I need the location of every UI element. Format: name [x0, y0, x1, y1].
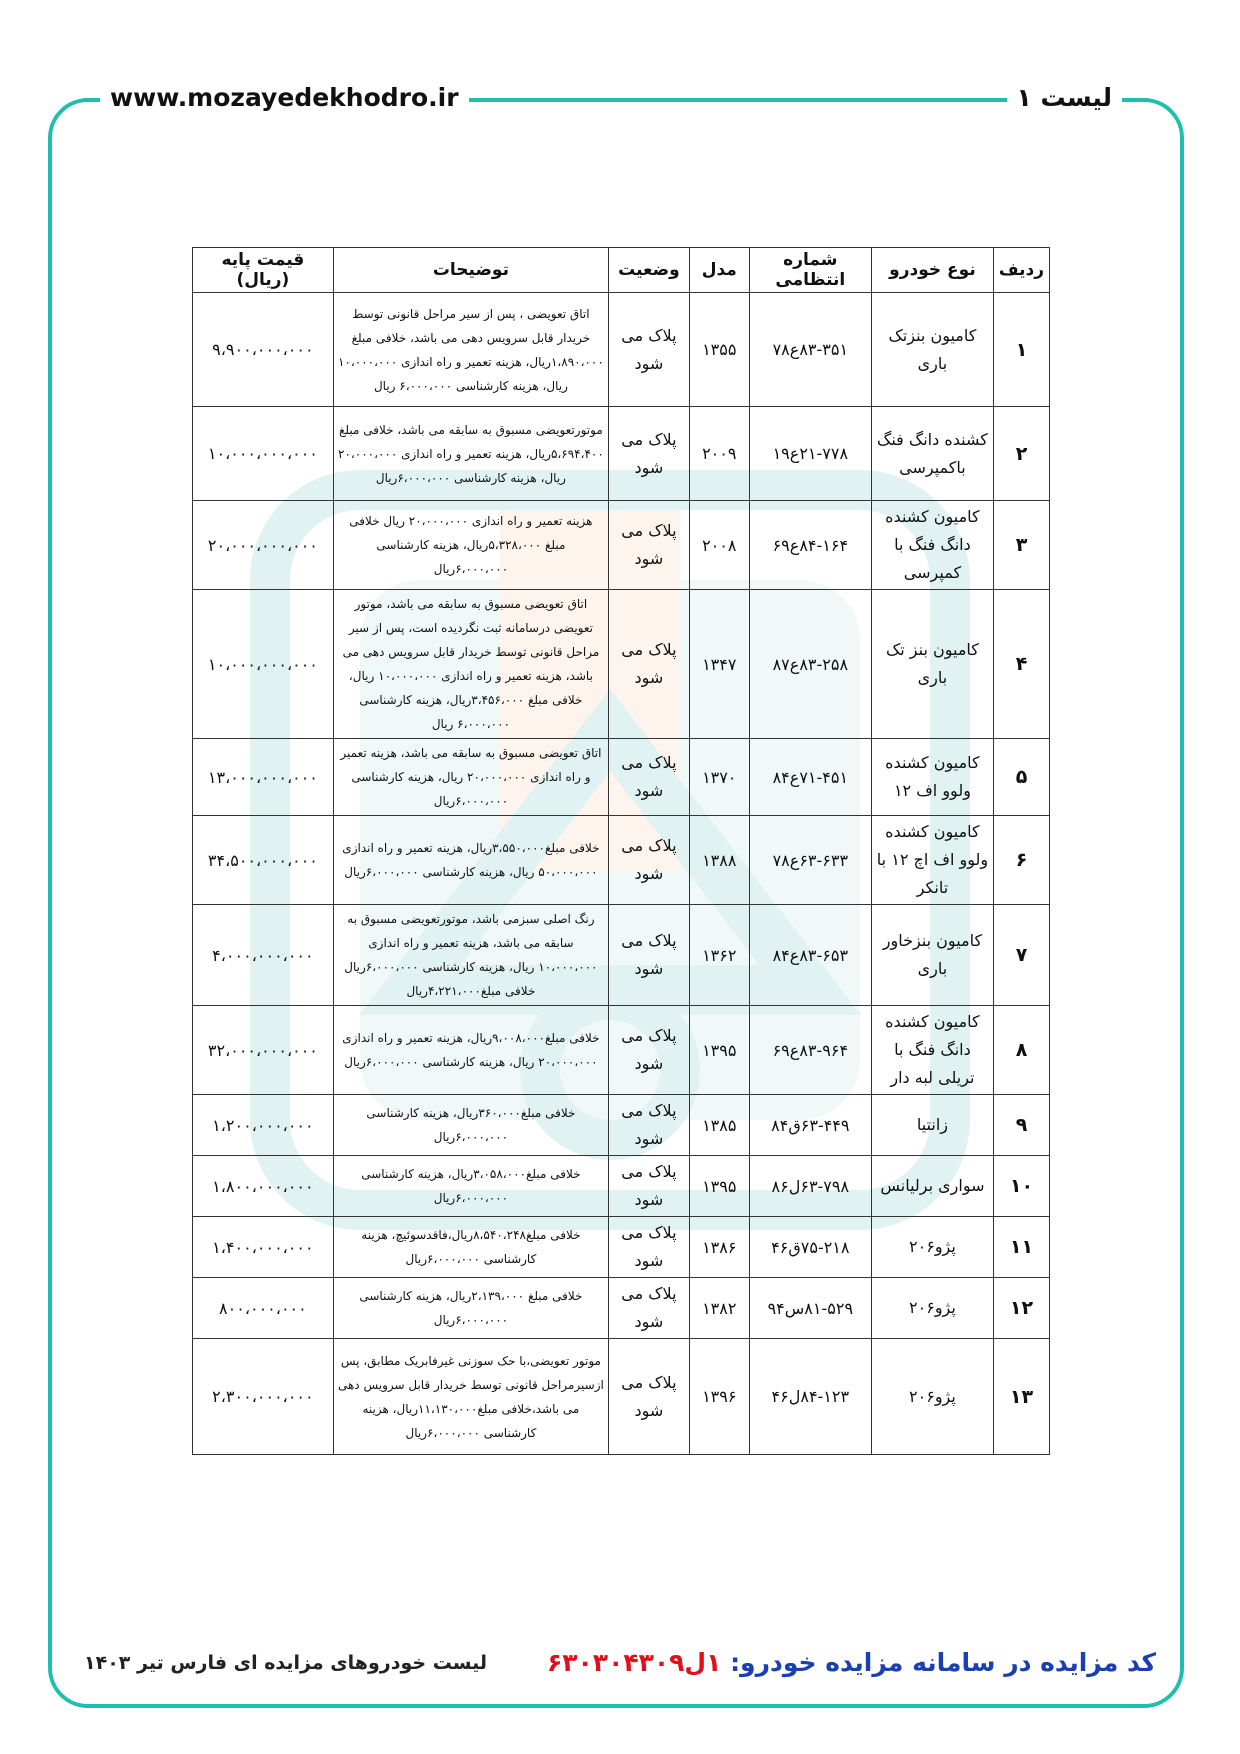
table-row — [193, 1339, 1050, 1455]
cell-price: ۹،۹۰۰،۰۰۰،۰۰۰ — [193, 293, 334, 407]
cell-plate: ۸۱-۵۲۹س۹۴ — [749, 1278, 871, 1339]
table-row — [193, 1278, 1050, 1339]
cell-model: ۱۳۸۸ — [689, 816, 749, 905]
cell-row: ۹ — [993, 1095, 1049, 1156]
cell-desc: خلافی مبلغ۹،۰۰۸،۰۰۰ریال، هزینه تعمیر و راه اندازی ۲۰،۰۰۰،۰۰۰ ریال، هزینه کارشناسی ۶،۰۰۰،۰۰۰ریال — [333, 1006, 608, 1095]
cell-price: ۱،۴۰۰،۰۰۰،۰۰۰ — [193, 1217, 334, 1278]
table-row — [193, 590, 1050, 739]
table-row — [193, 407, 1050, 501]
cell-plate: ۸۳-۶۵۳ع۸۴ — [749, 905, 871, 1006]
col-type: نوع خودرو — [871, 248, 993, 293]
footer-title: لیست خودروهای مزایده ای فارس تیر ۱۴۰۳ — [84, 1652, 488, 1674]
cell-desc: اتاق تعویضی مسبوق به سابقه می باشد، هزینه تعمیر و راه اندازی ۲۰،۰۰۰،۰۰۰ ریال، هزینه کارشناسی ۶،۰۰۰،۰۰۰ریال — [333, 739, 608, 816]
cell-row: ۱۰ — [993, 1156, 1049, 1217]
cell-type: پژو۲۰۶ — [871, 1339, 993, 1455]
cell-type: پژو۲۰۶ — [871, 1278, 993, 1339]
cell-price: ۱۰،۰۰۰،۰۰۰،۰۰۰ — [193, 407, 334, 501]
cell-status: پلاک می شود — [609, 739, 690, 816]
cell-status: پلاک می شود — [609, 1278, 690, 1339]
cell-model: ۱۳۹۶ — [689, 1339, 749, 1455]
cell-status: پلاک می شود — [609, 407, 690, 501]
cell-row: ۱۲ — [993, 1278, 1049, 1339]
cell-type: کامیون کشنده دانگ فنگ با کمپرسی — [871, 501, 993, 590]
table-row — [193, 1006, 1050, 1095]
cell-status: پلاک می شود — [609, 501, 690, 590]
site-url[interactable]: www.mozayedekhodro.ir — [100, 78, 469, 118]
cell-row: ۳ — [993, 501, 1049, 590]
cell-model: ۱۳۹۵ — [689, 1006, 749, 1095]
cell-plate: ۸۳-۳۵۱ع۷۸ — [749, 293, 871, 407]
cell-price: ۸۰۰،۰۰۰،۰۰۰ — [193, 1278, 334, 1339]
cell-status: پلاک می شود — [609, 905, 690, 1006]
cell-desc: هزینه تعمیر و راه اندازی ۲۰،۰۰۰،۰۰۰ ریال خلافی مبلغ ۵،۳۲۸،۰۰۰ریال، هزینه کارشناسی ۶،۰۰۰،۰۰۰ریال — [333, 501, 608, 590]
cell-model: ۱۳۶۲ — [689, 905, 749, 1006]
cell-price: ۲،۳۰۰،۰۰۰،۰۰۰ — [193, 1339, 334, 1455]
cell-model: ۲۰۰۸ — [689, 501, 749, 590]
cell-plate: ۸۴-۱۲۳ل۴۶ — [749, 1339, 871, 1455]
cell-type: کامیون کشنده ولوو اف اچ ۱۲ با تانکر — [871, 816, 993, 905]
cell-row: ۲ — [993, 407, 1049, 501]
auction-table — [192, 247, 1050, 1455]
auction-code-label: کد مزایده در سامانه مزایده خودرو: — [730, 1648, 1156, 1677]
cell-type: کامیون بنز تک باری — [871, 590, 993, 739]
cell-desc: خلافی مبلغ۳،۵۵۰،۰۰۰ریال، هزینه تعمیر و راه اندازی ۵۰،۰۰۰،۰۰۰ ریال، هزینه کارشناسی ۶،۰۰۰،۰۰۰ریال — [333, 816, 608, 905]
table-row — [193, 1217, 1050, 1278]
cell-model: ۱۳۴۷ — [689, 590, 749, 739]
cell-model: ۱۳۸۵ — [689, 1095, 749, 1156]
cell-plate: ۸۳-۲۵۸ع۸۷ — [749, 590, 871, 739]
cell-model: ۱۳۸۲ — [689, 1278, 749, 1339]
cell-type: کشنده دانگ فنگ باکمپرسی — [871, 407, 993, 501]
cell-plate: ۶۳-۴۴۹ق۸۴ — [749, 1095, 871, 1156]
cell-price: ۴،۰۰۰،۰۰۰،۰۰۰ — [193, 905, 334, 1006]
cell-desc: رنگ اصلی سبزمی باشد، موتورتعویضی مسبوق به سابقه می باشد، هزینه تعمیر و راه اندازی ۱۰،۰۰۰،۰۰۰ ریال، هزینه کارشناسی ۶،۰۰۰،۰۰۰ریال خلافی مبلغ۴،۲۲۱،۰۰۰ریال — [333, 905, 608, 1006]
cell-type: کامیون بنزخاور باری — [871, 905, 993, 1006]
col-desc: توضیحات — [333, 248, 608, 293]
cell-desc: موتورتعویضی مسبوق به سابقه می باشد، خلافی مبلغ ۵،۶۹۴،۴۰۰ریال، هزینه تعمیر و راه اندازی ۲۰،۰۰۰،۰۰۰ ریال، هزینه کارشناسی ۶،۰۰۰،۰۰۰ریال — [333, 407, 608, 501]
cell-model: ۱۳۵۵ — [689, 293, 749, 407]
table-row — [193, 501, 1050, 590]
cell-row: ۱ — [993, 293, 1049, 407]
list-number: لیست ۱ — [1007, 78, 1122, 118]
cell-plate: ۸۴-۱۶۴ع۶۹ — [749, 501, 871, 590]
col-row: ردیف — [993, 248, 1049, 293]
cell-status: پلاک می شود — [609, 293, 690, 407]
cell-status: پلاک می شود — [609, 1006, 690, 1095]
auction-code — [547, 1648, 1156, 1677]
cell-status: پلاک می شود — [609, 1156, 690, 1217]
cell-row: ۶ — [993, 816, 1049, 905]
cell-type: کامیون کشنده دانگ فنگ با تریلی لبه دار — [871, 1006, 993, 1095]
table-row — [193, 739, 1050, 816]
cell-type: کامیون بنزتک باری — [871, 293, 993, 407]
cell-desc: اتاق تعویضی مسبوق به سابقه می باشد، موتور تعویضی درسامانه ثبت نگردیده است، پس از سیر مراحل قانونی توسط خریدار قابل سرویس دهی می باشد، هزینه تعمیر و راه اندازی ۱۰،۰۰۰،۰۰۰ ریال، خلافی مبلغ ۳،۴۵۶،۰۰۰ریال، هزینه کارشناسی ۶،۰۰۰،۰۰۰ ریال — [333, 590, 608, 739]
cell-status: پلاک می شود — [609, 1095, 690, 1156]
table-row — [193, 905, 1050, 1006]
cell-plate: ۶۳-۶۳۳ع۷۸ — [749, 816, 871, 905]
cell-price: ۱۳،۰۰۰،۰۰۰،۰۰۰ — [193, 739, 334, 816]
cell-model: ۱۳۸۶ — [689, 1217, 749, 1278]
cell-plate: ۲۱-۷۷۸ع۱۹ — [749, 407, 871, 501]
table-row — [193, 1156, 1050, 1217]
cell-status: پلاک می شود — [609, 816, 690, 905]
cell-type: پژو۲۰۶ — [871, 1217, 993, 1278]
cell-model: ۲۰۰۹ — [689, 407, 749, 501]
cell-model: ۱۳۹۵ — [689, 1156, 749, 1217]
table-row — [193, 293, 1050, 407]
table-header-row — [193, 248, 1050, 293]
cell-type: زانتیا — [871, 1095, 993, 1156]
cell-model: ۱۳۷۰ — [689, 739, 749, 816]
cell-price: ۱،۲۰۰،۰۰۰،۰۰۰ — [193, 1095, 334, 1156]
cell-row: ۴ — [993, 590, 1049, 739]
col-price: قیمت پایه (ریال) — [193, 248, 334, 293]
cell-status: پلاک می شود — [609, 1217, 690, 1278]
cell-price: ۳۴،۵۰۰،۰۰۰،۰۰۰ — [193, 816, 334, 905]
cell-plate: ۷۱-۴۵۱ع۸۴ — [749, 739, 871, 816]
cell-status: پلاک می شود — [609, 590, 690, 739]
table-row — [193, 816, 1050, 905]
cell-desc: خلافی مبلغ۳،۰۵۸،۰۰۰ریال، هزینه کارشناسی ۶،۰۰۰،۰۰۰ریال — [333, 1156, 608, 1217]
cell-type: سواری برلیانس — [871, 1156, 993, 1217]
table-row — [193, 1095, 1050, 1156]
col-status: وضعیت — [609, 248, 690, 293]
cell-desc: خلافی مبلغ۳۶۰،۰۰۰ریال، هزینه کارشناسی ۶،۰۰۰،۰۰۰ریال — [333, 1095, 608, 1156]
cell-price: ۳۲،۰۰۰،۰۰۰،۰۰۰ — [193, 1006, 334, 1095]
cell-row: ۸ — [993, 1006, 1049, 1095]
cell-plate: ۷۵-۲۱۸ق۴۶ — [749, 1217, 871, 1278]
cell-status: پلاک می شود — [609, 1339, 690, 1455]
cell-row: ۷ — [993, 905, 1049, 1006]
cell-desc: خلافی مبلغ ۲،۱۳۹،۰۰۰ریال، هزینه کارشناسی ۶،۰۰۰،۰۰۰ریال — [333, 1278, 608, 1339]
cell-row: ۵ — [993, 739, 1049, 816]
cell-plate: ۸۳-۹۶۴ع۶۹ — [749, 1006, 871, 1095]
cell-price: ۲۰،۰۰۰،۰۰۰،۰۰۰ — [193, 501, 334, 590]
cell-row: ۱۱ — [993, 1217, 1049, 1278]
cell-price: ۱،۸۰۰،۰۰۰،۰۰۰ — [193, 1156, 334, 1217]
col-model: مدل — [689, 248, 749, 293]
cell-desc: موتور تعویضی،با حک سوزنی غیرفابریک مطابق، پس ازسیرمراحل قانونی توسط خریدار قابل سرویس دهی می باشد،خلافی مبلغ۱۱،۱۳۰،۰۰۰ریال، هزینه کارشناسی ۶،۰۰۰،۰۰۰ریال — [333, 1339, 608, 1455]
cell-price: ۱۰،۰۰۰،۰۰۰،۰۰۰ — [193, 590, 334, 739]
cell-type: کامیون کشنده ولوو اف ۱۲ — [871, 739, 993, 816]
col-plate: شماره انتظامی — [749, 248, 871, 293]
auction-code-value: ۱ل۶۳۰۳۰۴۳۰۹ — [547, 1648, 722, 1677]
cell-row: ۱۳ — [993, 1339, 1049, 1455]
cell-desc: اتاق تعویضی ، پس از سیر مراحل قانونی توسط خریدار قابل سرویس دهی می باشد، خلافی مبلغ ۱،۸۹۰،۰۰۰ریال، هزینه تعمیر و راه اندازی ۱۰،۰۰۰،۰۰۰ ریال، هزینه کارشناسی ۶،۰۰۰،۰۰۰ ریال — [333, 293, 608, 407]
cell-desc: خلافی مبلغ۸،۵۴۰،۲۴۸ریال،فاقدسوئیچ، هزینه کارشناسی ۶،۰۰۰،۰۰۰ریال — [333, 1217, 608, 1278]
cell-plate: ۶۳-۷۹۸ل۸۶ — [749, 1156, 871, 1217]
